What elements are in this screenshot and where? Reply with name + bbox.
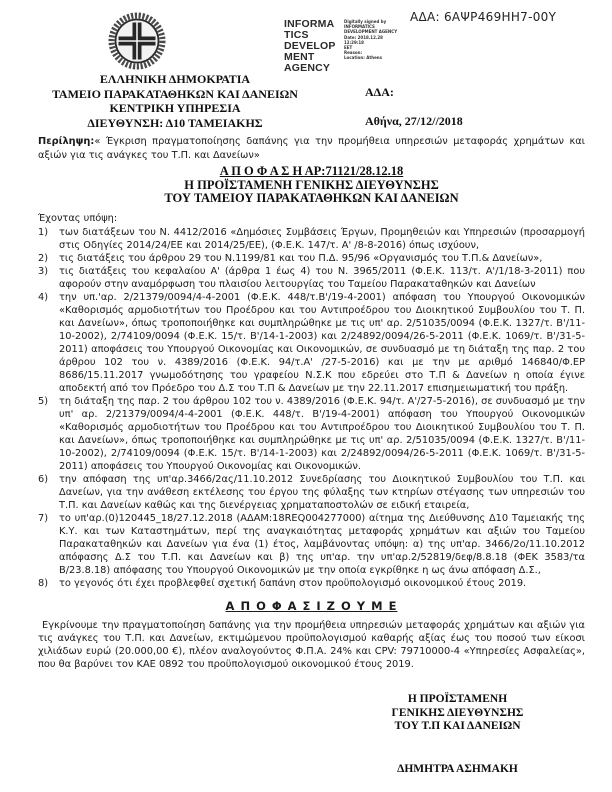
list-item-text: τις διατάξεις του κεφαλαίου Α' (άρθρα 1 έως 4) του Ν. 3965/2011 (Φ.Ε.Κ. 113/τ. Α'/1/18-3-2011) που αφορούν στην αναμόρφωση του πλαισίου λειτουργίας του Ταμείου Παρακαταθηκών και Δανείων xyxy=(59,265,585,290)
list-item-text: των διατάξεων του Ν. 4412/2016 «Δημόσιες Συμβάσεις Έργων, Προμηθειών και Υπηρεσιών (προσαρμογή στις Οδηγίες 2014/24/ΕΕ και 2014/25/ΕΕ), (Φ.Ε.Κ. 147/τ. Α' /8-8-2016) όπως ισχύουν, xyxy=(59,226,585,251)
letterhead-republic: ΕΛΛΗΝΙΚΗ ΔΗΜΟΚΡΑΤΙΑ xyxy=(99,72,251,86)
list-item-number: 5) xyxy=(38,395,49,407)
stamp-detail-line: Date: 2018.12.28 12:29:18 xyxy=(344,34,383,45)
ada-label: ΑΔΑ: xyxy=(365,85,394,99)
stamp-detail-line: Location: Athens xyxy=(344,55,383,61)
list-item-number: 4) xyxy=(38,291,49,303)
summary-paragraph xyxy=(38,135,585,162)
list-item-number: 8) xyxy=(38,577,49,589)
list-item xyxy=(38,265,585,291)
stamp-detail-line: EET xyxy=(344,45,353,51)
signatory-name: ΔΗΜΗΤΡΑ ΑΣΗΜΑΚΗ xyxy=(397,762,518,775)
summary-text: « Έγκριση πραγματοποίησης δαπάνης για την προμήθεια υπηρεσιών μεταφοράς χρημάτων και αξιών για τις ανάγκες του Τ.Π. και Δανείων» xyxy=(38,136,585,161)
ada-code: ΑΔΑ: 6ΑΨΡ469ΗΗ7-00Υ xyxy=(410,10,557,24)
list-item xyxy=(38,252,585,265)
stamp-detail-line: Reason: xyxy=(344,50,363,56)
list-item-number: 1) xyxy=(38,226,49,238)
document-date: Αθήνα, 27/12//2018 xyxy=(365,114,463,128)
list-item-number: 7) xyxy=(38,512,49,524)
signatory-title-3: ΤΟΥ Τ.Π ΚΑΙ ΔΑΝΕΙΩΝ xyxy=(394,720,521,732)
decision-author-title: Η ΠΡΟΪΣΤΑΜΕΝΗ ΓΕΝΙΚΗΣ ΔΙΕΥΘΥΝΣΗΣ xyxy=(184,177,439,192)
document-body xyxy=(38,135,585,671)
decide-heading-text: Α Π Ο Φ Α Σ Ι Ζ Ο Υ Μ Ε xyxy=(225,598,398,613)
list-item xyxy=(38,473,585,512)
signatory-title-2: ΓΕΝΙΚΗΣ ΔΙΕΥΘΥΝΣΗΣ xyxy=(391,706,524,719)
letterhead xyxy=(25,72,325,130)
stamp-detail-line: Digitally signed by xyxy=(344,19,387,24)
stamp-signature-details xyxy=(344,19,404,74)
list-item xyxy=(38,512,585,577)
decision-paragraph: Εγκρίνουμε την πραγματοποίηση δαπάνης για την προμήθεια υπηρεσιών μεταφοράς χρημάτων και αξιών για τις ανάγκες του Τ.Π. και Δανείων, εκτιμώμενου προϋπολογισμού καθαρής αξίας έως του ποσού των είκοσι χιλιάδων ευρώ (20.000,00 €), πλέον αναλογούντος Φ.Π.Α. 24% και CPV: 79710000-4 «Υπηρεσίες Ασφαλείας», που θα βαρύνει τον ΚΑΕ 0892 του προϋπολογισμού οικονομικού έτους 2019. xyxy=(38,619,585,670)
having-regard-label: Έχοντας υπόψη: xyxy=(38,212,118,224)
letterhead-organization: ΤΑΜΕΙΟ ΠΑΡΑΚΑΤΑΘΗΚΩΝ ΚΑΙ ΔΑΝΕΙΩΝ xyxy=(52,86,298,101)
list-item xyxy=(38,395,585,473)
list-item-text: τις διατάξεις του άρθρου 29 του Ν.1199/81 και του Π.Δ. 95/96 «Οργανισμός του Τ.Π.& Δανείων», xyxy=(59,252,543,264)
decision-title-block xyxy=(38,165,585,206)
signature-block xyxy=(330,693,585,776)
list-item-number: 3) xyxy=(38,265,49,277)
list-item-text: την απόφαση της υπ'αρ.3466/2ας/11.10.2012 Συνεδρίασης του Διοικητικού Συμβουλίου του Τ.Π. και Δανείων, για την ανάθεση εκτέλεσης του έργου της φύλαξης των κτηρίων στέγασης των υπηρεσιών του Τ.Π. και Δανείων καθώς και της διενέργειας χρηματαποστολών σε ειδική εταιρεία, xyxy=(59,473,585,511)
stamp-detail-line: DEVELOPMENT AGENCY xyxy=(344,29,398,35)
signatory-title-1: Η ΠΡΟΪΣΤΑΜΕΝΗ xyxy=(407,693,508,705)
summary-label: Περίληψη: xyxy=(38,136,95,147)
list-item xyxy=(38,577,585,590)
decide-heading xyxy=(38,600,585,613)
list-item xyxy=(38,291,585,395)
stamp-agency-name: INFORMATICS DEVELOPMENT AGENCY xyxy=(284,18,336,74)
list-item-text: το γεγονός ότι έχει προβλεφθεί σχετική δαπάνη στον προϋπολογισμό οικονομικού έτους 2019. xyxy=(59,577,527,589)
letterhead-directorate: ΔΙΕΥΘΥΝΣΗ: Δ10 ΤΑΜΕΙΑΚΗΣ xyxy=(87,115,263,130)
stamp-detail-line: INFORMATICS xyxy=(344,24,375,30)
list-item xyxy=(38,226,585,252)
greek-state-emblem-icon xyxy=(108,12,166,70)
letterhead-right xyxy=(365,85,463,129)
list-item-text: την υπ.'αρ. 2/21379/0094/4-4-2001 (Φ.Ε.Κ. 448/τ.Β'/19-4-2001) απόφαση του Υπουργού Οικονομικών «Καθορισμός αρμοδιοτήτων του Προέδρου και του Αντιπροέδρου του Διοικητικού Συμβουλίου του Τ. Π. και Δανείων», όπως τροποποιήθηκε και συμπληρώθηκε με τις υπ' αρ. 2/51035/0094 (Φ.Ε.Κ. 1327/τ. Β'/11-10-2002), 2/74109/0094 (Φ.Ε.Κ. 15/τ. Β'/14-1-2003) και 2/24892/0094/26-5-2011 (Φ.Ε.Κ. 1069/τ. Β'/31-5-2011) αποφάσεις του Υπουργού Οικονομίας και Οικονομικών, σε συνδυασμό με τη διάταξη της παρ. 2 του άρθρου 102 του ν. 4389/2016 (Φ.Ε.Κ. 94/τ.Α' /27-5-2016) και με την με αριθμό 146840/Φ.ΕΡ 8686/15.11.2017 γνωμοδότησης του γραφείου Ν.Σ.Κ που εδρεύει στο Τ.Π & Δανείων η οποία έγινε αποδεκτή από τον Πρόεδρο του Δ.Σ του Τ.Π & Δανείων με την 22.11.2017 επισημειωματική του πράξη. xyxy=(59,291,585,394)
digital-signature-stamp xyxy=(284,19,404,74)
letterhead-central-service: ΚΕΝΤΡΙΚΗ ΥΠΗΡΕΣΙΑ xyxy=(109,101,241,115)
list-item-text: το υπ'αρ.(0)120445_18/27.12.2018 (ΑΔΑΜ:18REQ004277000) αίτημα της Διεύθυνσης Δ10 Ταμειακής της Κ.Υ. και των Καταστημάτων, περί της αναγκαιότητας μεταφοράς χρημάτων και αξιών του Ταμείου Παρακαταθηκών και Δανείων για ένα (1) έτος, λαμβάνοντας υπόψη: α) της υπ'αρ. 3466/2ο/11.10.2012 απόφασης Δ.Σ του Τ.Π. και Δανείων και β) της υπ'αρ. την υπ'αρ.2/52819/δεφ/8.8.18 (ΦΕΚ 3583/τα Β/23.8.18) απόφασης του Υπουργού Οικονομικών με την οποία εγκρίθηκε η ως άνω απόφαση Δ.Σ., xyxy=(59,512,585,576)
decision-author-org: ΤΟΥ ΤΑΜΕΙΟΥ ΠΑΡΑΚΑΤΑΘΗΚΩΝ ΚΑΙ ΔΑΝΕΙΩΝ xyxy=(164,191,459,205)
list-item-number: 6) xyxy=(38,473,49,485)
list-item-number: 2) xyxy=(38,252,49,264)
list-item-text: τη διάταξη της παρ. 2 του άρθρου 102 του ν. 4389/2016 (Φ.Ε.Κ. 94/τ. Α'/27-5-2016), σε συνδυασμό με την υπ' αρ. 2/21379/0094/4-4-2001 (Φ.Ε.Κ. 448/τ. Β'/19-4-2001) απόφαση του Υπουργού Οικονομικών «Καθορισμός αρμοδιοτήτων του Προέδρου και του Αντιπροέδρου του Διοικητικού Συμβουλίου του Τ. Π. και Δανείων», όπως τροποποιήθηκε και συμπληρώθηκε με τις υπ' αρ. 2/51035/0094 (Φ.Ε.Κ. 1327/τ. Β'/11-10-2002), 2/74109/0094 (Φ.Ε.Κ. 15/τ. Β'/14-1-2003) και 2/24892/0094/26-5-2011 (Φ.Ε.Κ. 1069/τ. Β'/31-5-2011) αποφάσεις του Υπουργού Οικονομίας και Οικονομικών. xyxy=(59,395,585,472)
decision-number: Α Π Ο Φ Α Σ Η ΑΡ:71121/28.12.18 xyxy=(219,164,404,178)
